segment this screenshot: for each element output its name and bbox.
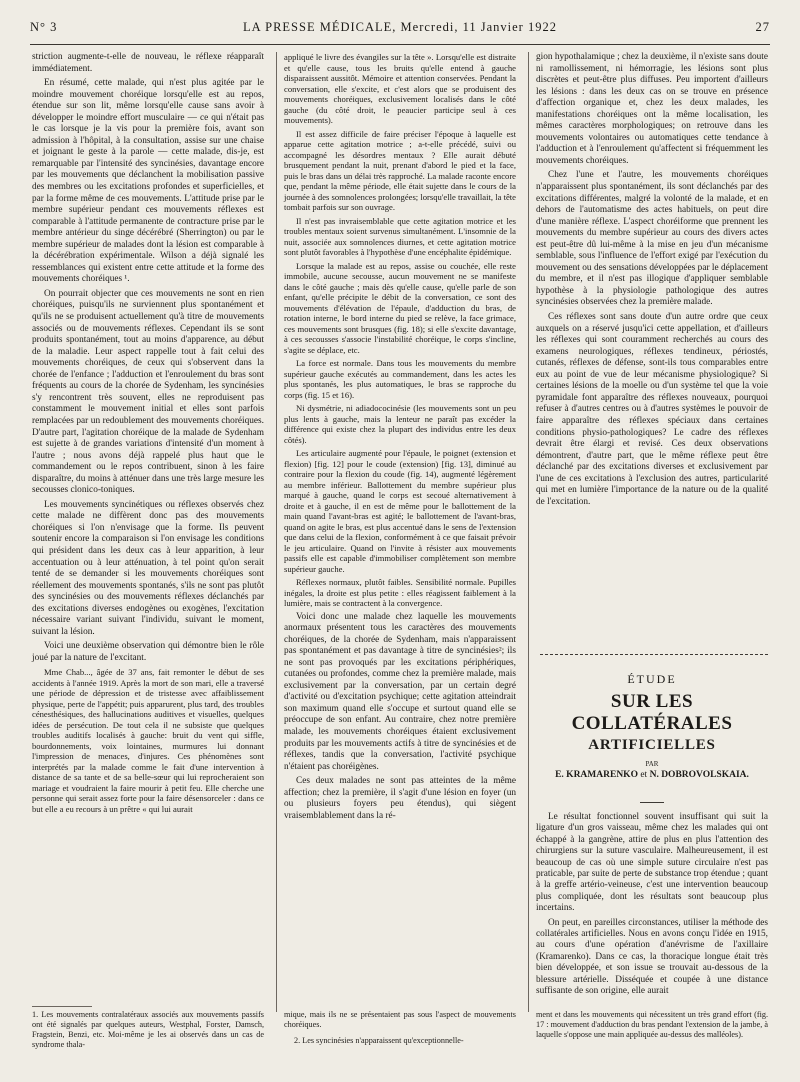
paragraph: On pourrait objecter que ces mouvements ne sont en rien choréiques, puisqu'ils ne surviennent plus spontanément et qu'ils ne se produisent actuellement qu'à titre de mouvements associés ou de mouvements réflexes. Cependant ils se sont produits spontanément, tout au moins d'apparence, au début de la maladie. Leur aspect rappelle tout à fait celui des mouvements choréiques, de ceux qui s'observent dans la chorée de l'enfance ; l'adduction et l'enroulement du bras sont fréquents au cours de la chorée de Sydenham, les syncinésies s'y rencontrent très souvent, elles ne reproduisent pas constamment le mouvement initial et elles sont parfois remplacées par un redoublement des mouvements choréiques. D'autre part, l'agitation choréique de la malade de Sydenham est sujette à de grandes variations d'intensité d'un moment à l'autre ; nous avons déjà rappelé plus haut que le commandement ou le repos contribuent, sinon à les faire disparaître, du moins à atténuer dans une très large mesure les secousses clonico-toniques. <box>32 288 264 496</box>
article-authors <box>536 770 768 780</box>
paragraph: gion hypothalamique ; chez la deuxième, il n'existe sans doute ni ramollissement, ni hémorragie, les lésions sont plus discrètes et peut-être plus diffuses. Peu importent d'ailleurs les lésions : dans les deux cas on se trouve en présence d'affection organique et, chez les deux malades, les manifestations choréiques ont la même localisation, les mêmes caractères morphologiques; on retrouve dans les mouvements volontaires ou automatiques cette tendance à l'adduction et à l'enroulement qu'affectent si fréquemment les mouvements choréiques. <box>536 52 768 166</box>
footnote-2-end: ment et dans les mouvements qui nécessitent un très grand effort (fig. 17 : mouvement d'adduction du bras pendant l'extension de la jambe, à laquelle s'oppose une main appliquée au-dessus des malléoles). <box>536 1010 768 1039</box>
title-rule <box>640 802 664 803</box>
author-2: N. DOBROVOLSKAIA. <box>649 770 749 780</box>
paragraph: En résumé, cette malade, qui n'est plus agitée par le moindre mouvement choréique lorsqu'elle est au repos, étendue sur son lit, même lorsqu'elle cause sans avoir à développer le moindre effort musculaire — ce qui n'était pas le cas lorsque je la vis pour la première fois, avant son admission à l'hôpital, à la consultation, assise sur une chaise et joignant le geste à la parole — cette malade, dis-je, est remarquable par l'intensité des syncinésies, davantage encore par les mouvements que déclanchent la mobilisation passive des membres ou les excitations profondes et superficielles, et par la forme même de ces mouvements. L'attitude prise par le membre supérieur pendant ces mouvements réflexes est comparable à l'attitude permanente de contracture prise par le membre antérieur du singe décérébré (Sherrington) ou par le membre supérieur de malades dont la lésion est comparable à la décérébration expérimentale. Wilson a déjà signalé les ressemblances qui existent entre cette attitude et la forme des mouvements choréiques ¹. <box>32 78 264 285</box>
header-rule <box>30 44 770 45</box>
footnote-1-end: mique, mais ils ne se présentaient pas sous l'aspect de mouvements choréiques. <box>284 1010 516 1029</box>
paragraph: Chez l'une et l'autre, les mouvements choréiques n'apparaissent plus spontanément, ils sont déclanchés par des excitations différentes, malgré la volonté de la malade, et en dehors de l'automatisme des actes habituels, on peut dire d'une manière réflexe. L'aspect choréiforme que prennent les mouvements du membre supérieur au cours des divers actes est peut-être dû lui-même à la mise en jeu d'un mécanisme semblable, sous l'influence de l'effort exigé par l'exécution du mouvement ou des sensations développées par le déplacement du membre, et il n'est pas illogique d'appliquer semblable hypothèse à la physiologie pathologique des autres syncinésies observées chez la première malade. <box>536 170 768 308</box>
column-1 <box>32 52 264 817</box>
paragraph: Réflexes normaux, plutôt faibles. Sensibilité normale. Pupilles inégales, la droite est plus petite : elles réagissent faiblement à la lumière, mais se contractent à la convergence. <box>284 577 516 608</box>
paragraph: La force est normale. Dans tous les mouvements du membre supérieur gauche exécutés au commandement, dans les actes les plus spontanés, les plus automatiques, le bras se rapproche du corps (fig. 15 et 16). <box>284 358 516 400</box>
column-separator <box>276 52 277 1012</box>
paragraph: Voici donc une malade chez laquelle les mouvements anormaux présentent tous les caractères des mouvements choréiques, de la chorée de Sydenham, mais n'apparaissent pas spontanément et pas davantage à titre de syncinésies²; ils ne sont pas provoqués par les excitations périphériques, cutanées ou profondes, comme chez la première malade, mais exclusivement par la conversation, par un certain degré d'activité ou d'excitation psychique; cette agitation atteindrait son maximum quand elle s'occupe et surtout quand elle se préoccupe de son enfant. Au contraire, chez notre première malade, les mouvements choréiques étaient exclusivement produits par les mouvements actifs à titre de syncinésies et de réflexes, tandis que la conversation, l'activité psychique n'étaient pas choréigènes. <box>284 611 516 772</box>
paragraph: Ces réflexes sont sans doute d'un autre ordre que ceux auxquels on a réservé jusqu'ici cette appellation, et d'ailleurs les réflexes qui sont couramment recherchés au cours des examens neurologiques, réflexes tendineux, périostés, cutanés, réflexes de défense, sont-ils tous comparables entre eux au point de vue de leur mécanisme physiologique? Si certaines lésions de la moelle ou d'un système tel que la voie pyramidale font apparaître des réflexes nouveaux, pourquoi refuser à d'autres centres ou à d'autres systèmes le pouvoir de faire apparaître des réflexes spéciaux dans certaines conditions physio-pathologiques? Le cadre des réflexes devrait être élargi et revisé. Ces deux observations démontrent, d'autre part, que le même réflexe peut être déclanché par des excitations diverses et exclusivement par l'une de ces excitations à l'exclusion des autres, particularité qui met en lumière l'importance de la nature ou de la qualité de l'excitation. <box>536 312 768 507</box>
article-divider <box>540 654 768 655</box>
issue-number: N° 3 <box>30 20 58 34</box>
column-separator <box>528 52 529 1012</box>
article-paragraph: On peut, en pareilles circonstances, utiliser la méthode des collatérales artificielles. Nous en avons conçu l'idée en 1915, au cours d'une opération d'anévrisme de l'axillaire (Kramarenko). Dans ce cas, la thoracique longue était très bien développée, et son issue se trouvait au-dessous de la blessure artérielle. Disséquée et coupée à une distance suffisante de son origine, elle aurait <box>536 917 768 997</box>
footnote-continuation <box>284 1010 516 1046</box>
paragraph: Il n'est pas invraisemblable que cette agitation motrice et les troubles mentaux soient survenus simultanément. L'insomnie de la nuit, associée aux somnolences diurnes, et cette agitation motrice sont plutôt favorables à l'hypothèse d'une encéphalite épidémique. <box>284 215 516 257</box>
footnote-2: 2. Les syncinésies n'apparaissent qu'exceptionnelle- <box>294 1036 464 1045</box>
footnote-1: 1. Les mouvements contralatéraux associés aux mouvements passifs ont été signalés par quelques auteurs, Westphal, Forster, Damsch, Fragstein, Benzi, etc. Moi-même je les ai observés dans un cas de syndrome thala- <box>32 1010 264 1049</box>
paragraph: Mme Chab..., âgée de 37 ans, fait remonter le début de ses accidents à l'année 1919. Après la mort de son mari, elle a traversé une période de dépression et de tristesse avec affaiblissement physique, perte de l'appétit; puis apparurent, plus tard, des troubles cénesthésiques, des hallucinations auditives et visuelles, quelques idées de persécution. De tout cela il ne subsiste que quelques troubles auditifs localisés à gauche: bruit du vent qui siffle, bourdonnements, voix lointaines, murmures lui donnant l'impression de menaces, d'injures. Ces phénomènes sont interprétés par la malade comme le fait d'une intervention à distance de sa tante et de sa belle-sœur qui lui reprocheraient son mariage et voudraient la faire mourir à petit feu. Elle cherche une personne qui serait assez forte pour la faire désensorceler : dans ce but elle a eu recours à un prêtre « qui lui aurait <box>32 667 264 814</box>
author-1: E. KRAMARENKO <box>555 770 638 780</box>
page-number: 27 <box>755 20 770 34</box>
column-2 <box>284 52 516 825</box>
paragraph: Ni dysmétrie, ni adiadococinésie (les mouvements sont un peu plus lents à gauche, mais la lenteur ne paraît pas excéder la différence qui existe chez la plupart des individus entre les deux côtés). <box>284 403 516 445</box>
paragraph: Les articulaire augmenté pour l'épaule, le poignet (extension et flexion) [fig. 12] pour le coude (extension) [fig. 13], diminué au contraire pour la flexion du coude (fig. 14), augmenté légèrement au membre inférieur. Ballottement du membre supérieur plus marqué à gauche, quand le corps est secoué alternativement à droite et à gauche, il en est de même pour le ballottement de la main quand l'avant-bras est agité; le ballottement de l'avant-bras, quand on agite le bras, est plus accentué dans le sens de l'extension que dans celui de la flexion, conformément à ce que faisait prévoir le jeu articulaire. Quand on l'invite à résister aux mouvements passifs elle est capable d'immobiliser complètement son membre supérieur gauche. <box>284 448 516 574</box>
article-heading <box>536 672 768 780</box>
column-3 <box>536 52 768 511</box>
paragraph: Voici une deuxième observation qui démontre bien le rôle joué par la nature de l'excitant. <box>32 641 264 663</box>
paragraph: Il est assez difficile de faire préciser l'époque à laquelle est apparue cette agitation motrice ; a-t-elle précédé, suivi ou accompagné les désordres mentaux ? Elle aurait débuté brusquement pendant la nuit, prenant d'abord le pied et la face, puis le bras dans un délai très rapproché. La malade raconte encore que, pendant la même période, elle était sujette dans le cours de la journée à des somnolences prolongées; lorsqu'elle travaillait, la tête tombait parfois sur son ouvrage. <box>284 128 516 212</box>
author-conjunction: et <box>640 770 648 780</box>
paragraph: Ces deux malades ne sont pas atteintes de la même affection; chez la première, il s'agit d'une lésion en foyer (un ou plusieurs foyers peu étendus), qui siègent vraisemblablement dans la ré- <box>284 776 516 821</box>
article-title: SUR LES COLLATÉRALES <box>571 691 733 734</box>
paragraph: appliqué le livre des évangiles sur la tête ». Lorsqu'elle est distraite et qu'elle cause, tous les bruits qu'elle entend à gauche disparaissent aussitôt. Mémoire et attention conservées. Pendant la conversation, elle s'excite, et c'est alors que se produisent des mouvements choréiques, exclusivement localisés dans le côté gauche (du côté droit, le peaucier participe seul à ces mouvements). <box>284 52 516 125</box>
article-kicker: ÉTUDE <box>627 672 677 686</box>
journal-title: LA PRESSE MÉDICALE, Mercredi, 11 Janvier 1922 <box>243 20 557 34</box>
paragraph: Les mouvements syncinétiques ou réflexes observés chez cette malade ne diffèrent donc pas des mouvements choréiques si l'on n'envisage que la forme. Ils peuvent soutenir encore la comparaison si l'on envisage les conditions qui président dans les deux cas à leur apparition, à leur accentuation ou à leur atténuation, à tel point qu'on serait tenté de se demander si les mouvements choréiques sont réellement des mouvements spontanés, s'ils ne sont pas plutôt des syncinésies ou des mouvements réflexes déclanchés par des excitations diverses endogènes ou exogènes, l'excitation nécessaire variant suivant l'individu, suivant le moment, suivant la lésion. <box>32 499 264 637</box>
article-paragraph: Le résultat fonctionnel souvent insuffisant qui suit la ligature d'un gros vaisseau, même chez les malades qui ont échappé à la gangrène, attire de plus en plus l'attention des chirurgiens sur la suture vasculaire. Malheureusement, il est beaucoup de cas où une simple suture circulaire n'est pas praticable, par suite de perte de substance trop étendue ; quant à la greffe artério-veineuse, c'est une intervention beaucoup plus compliquée, dont les résultats sont beaucoup plus incertains. <box>536 812 768 914</box>
article-body <box>536 812 768 1001</box>
paragraph: Lorsque la malade est au repos, assise ou couchée, elle reste immobile, aucune secousse, aucun mouvement ne se manifeste dans le côté gauche ; mais dès qu'elle cause, qu'elle parle de son enfant, qu'elle précipite le débit de la conversation, ce sont des mouvements d'élévation de l'épaule, d'adduction du bras, de rotation interne, le bord interne du pied se relève, la face grimace, ces mouvements sont brusques (fig. 18); si elle s'excite davantage, à ces secousses s'associe l'instabilité choréique, le corps s'incline, s'agite se déplace, etc. <box>284 260 516 355</box>
paragraph: striction augmente-t-elle de nouveau, le réflexe réapparaît immédiatement. <box>32 52 264 74</box>
footnote-rule <box>32 1006 92 1007</box>
article-by: PAR <box>645 760 659 768</box>
article-title-line2: ARTIFICIELLES <box>588 737 716 753</box>
page-header <box>30 20 770 38</box>
